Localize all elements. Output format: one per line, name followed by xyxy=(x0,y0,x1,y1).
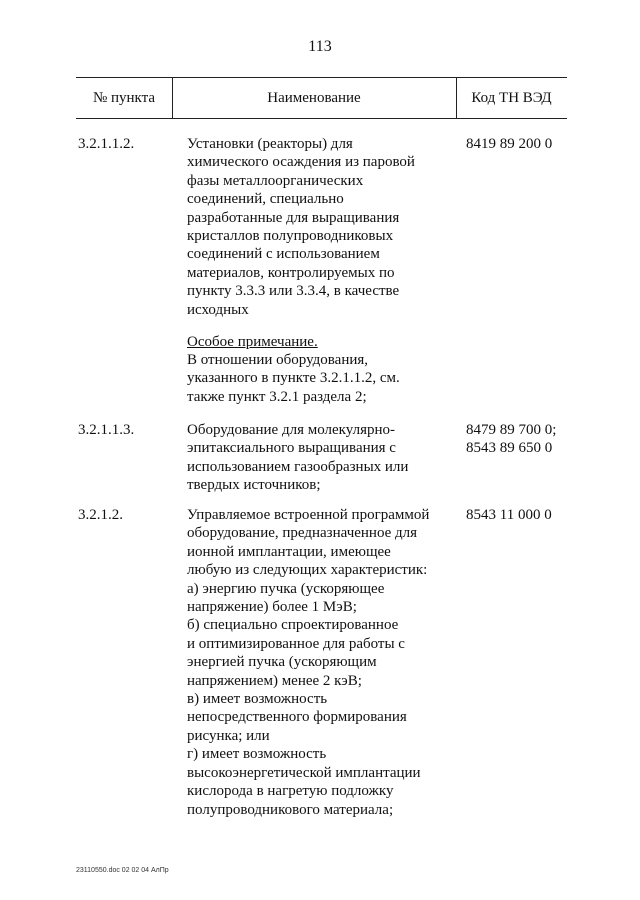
document-footer: 23110550.doc 02 02 04 АлПр xyxy=(76,867,169,874)
row-number: 3.2.1.2. xyxy=(78,507,123,523)
row-number: 3.2.1.1.3. xyxy=(78,422,135,438)
header-item-number: № пункта xyxy=(92,90,156,106)
row-name: Оборудование для молекулярно- эпитаксиального выращивания с использованием газообразных или твердых источников; xyxy=(187,422,409,494)
row-code: 8479 89 700 0; 8543 89 650 0 xyxy=(466,422,557,457)
table-top-rule xyxy=(76,77,567,78)
special-note-title: Особое примечание. xyxy=(187,334,318,350)
page-number: 113 xyxy=(308,38,332,55)
row-name: Управляемое встроенной программой оборудование, предназначенное для ионной имплантации, имеющее любую из следующих характеристик: а) энергию пучка (ускоряющее напряжение) более 1 МэВ; б) специально спроектированное и оптимизированное для работы с энергией пучка (ускоряющим напряжением) менее 2 кэВ; в) имеет возможность непосредственного формирования рисунка; или г) имеет возможность высокоэнергетической имплантации кислорода в нагретую подложку полупроводникового материала; xyxy=(187,507,430,818)
row-code: 8419 89 200 0 xyxy=(466,136,553,152)
special-note-text: В отношении оборудования, указанного в пункте 3.2.1.1.2, см. также пункт 3.2.1 раздела 2; xyxy=(187,352,400,405)
row-name: Установки (реакторы) для химического осаждения из паровой фазы металлоорганических соединений, специально разработанные для выращивания кристаллов полупроводниковых соединений с использованием материалов, контролируемых по пункту 3.3.3 или 3.3.4, в качестве исходных xyxy=(187,136,415,318)
table-header-rule xyxy=(76,118,567,119)
header-name: Наименование xyxy=(267,90,361,106)
header-code: Код ТН ВЭД xyxy=(471,90,552,106)
row-number: 3.2.1.1.2. xyxy=(78,136,135,152)
row-code: 8543 11 000 0 xyxy=(466,507,552,523)
